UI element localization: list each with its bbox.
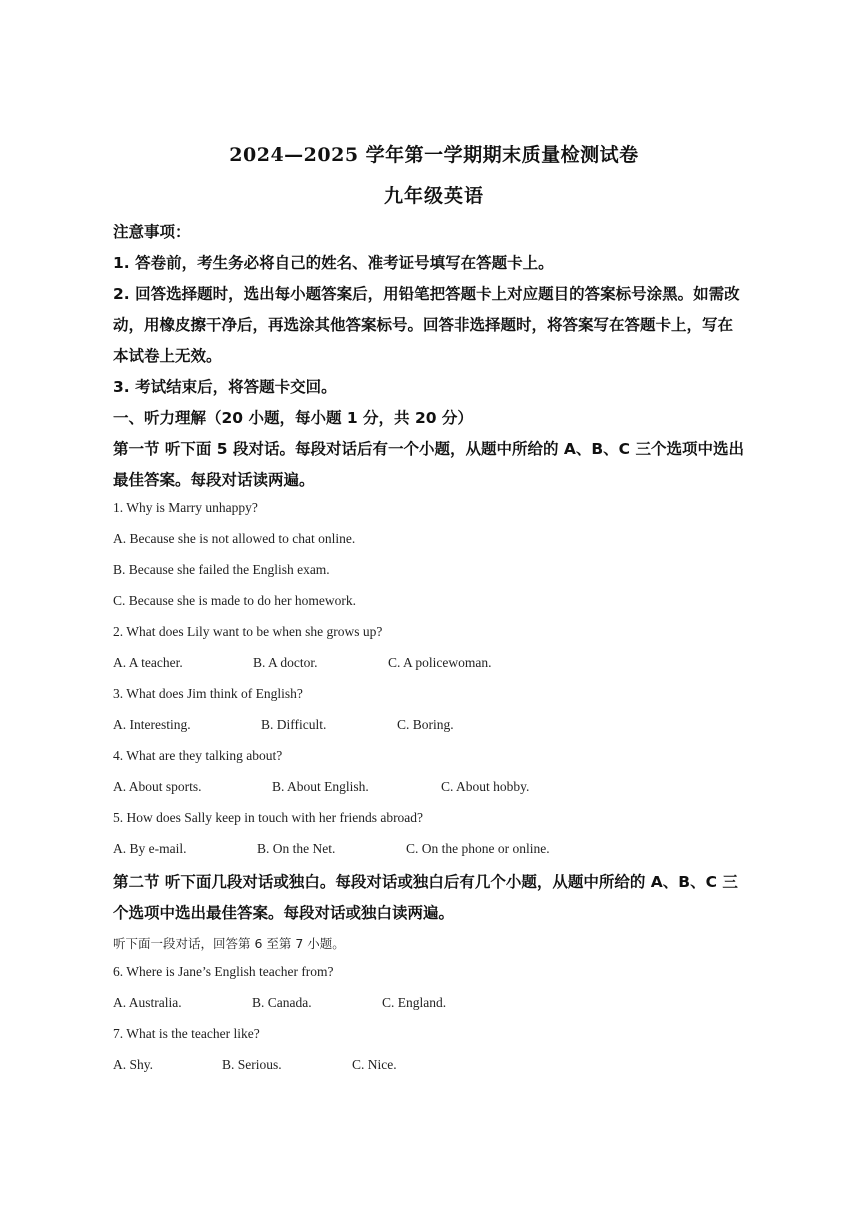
section-instruction: 最佳答案。每段对话读两遍。 (113, 471, 315, 489)
option: C. About hobby. (441, 779, 530, 794)
question: 4. What are they talking about? (113, 748, 283, 763)
question: 2. What does Lily want to be when she grows up? (113, 624, 383, 639)
note-item: 本试卷上无效。 (113, 347, 222, 365)
option: C. Nice. (352, 1057, 397, 1072)
option: C. England. (382, 995, 447, 1010)
note-item: 动，用橡皮擦干净后，再选涂其他答案标号。回答非选择题时，将答案写在答题卡上，写在 (113, 316, 734, 334)
option: B. Canada. (252, 995, 312, 1010)
part-heading: 一、听力理解（20 小题，每小题 1 分，共 20 分） (113, 409, 473, 427)
option: A. Shy. (113, 1057, 154, 1072)
option: A. A teacher. (113, 655, 183, 670)
section-instruction: 第二节 听下面几段对话或独白。每段对话或独白后有几个小题，从题中所给的 A、B、C 三 (113, 873, 738, 891)
option: A. Australia. (113, 995, 182, 1010)
section-instruction: 第一节 听下面 5 段对话。每段对话后有一个小题，从题中所给的 A、B、C 三个选项中选出 (113, 440, 744, 458)
question: 1. Why is Marry unhappy? (113, 500, 258, 515)
exam-title: 2024—2025 学年第一学期期末质量检测试卷 (229, 144, 639, 166)
option: A. Because she is not allowed to chat online. (113, 531, 356, 546)
option: B. Difficult. (261, 717, 327, 732)
question: 3. What does Jim think of English? (113, 686, 303, 701)
option: C. Boring. (397, 717, 454, 732)
option: B. About English. (272, 779, 369, 794)
question: 5. How does Sally keep in touch with her friends abroad? (113, 810, 424, 825)
option: C. On the phone or online. (406, 841, 550, 856)
option: A. About sports. (113, 779, 202, 794)
listening-instruction: 听下面一段对话，回答第 6 至第 7 小题。 (113, 936, 345, 951)
note-item: 1. 答卷前，考生务必将自己的姓名、准考证号填写在答题卡上。 (113, 254, 554, 272)
option: A. By e-mail. (113, 841, 187, 856)
option: B. Because she failed the English exam. (113, 562, 330, 577)
question: 7. What is the teacher like? (113, 1026, 260, 1041)
option: B. A doctor. (253, 655, 318, 670)
notes-heading: 注意事项： (113, 223, 191, 241)
option: C. A policewoman. (388, 655, 492, 670)
note-item: 3. 考试结束后，将答题卡交回。 (113, 378, 337, 396)
option: B. Serious. (222, 1057, 282, 1072)
note-item: 2. 回答选择题时，选出每小题答案后，用铅笔把答题卡上对应题目的答案标号涂黑。如需改 (113, 285, 740, 303)
option: A. Interesting. (113, 717, 191, 732)
option: C. Because she is made to do her homework. (113, 593, 356, 608)
question: 6. Where is Jane’s English teacher from? (113, 964, 334, 979)
section-instruction: 个选项中选出最佳答案。每段对话或独白读两遍。 (113, 904, 455, 922)
option: B. On the Net. (257, 841, 336, 856)
exam-subtitle: 九年级英语 (383, 185, 484, 207)
